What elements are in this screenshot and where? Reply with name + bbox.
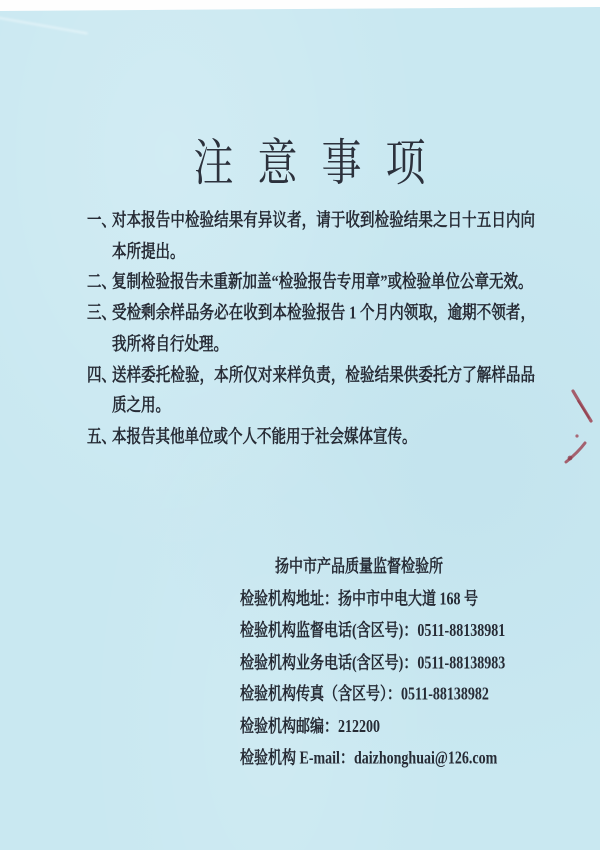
contact-email: 检验机构 E-mail：daizhonghuai@126.com [240, 749, 498, 769]
notice-marker: 四、 [87, 365, 116, 386]
notice-marker: 三、 [87, 303, 116, 324]
contact-fax: 检验机构传真（含区号）：0511-88138982 [240, 685, 489, 705]
notice-list [87, 206, 535, 453]
notice-marker: 五、 [87, 427, 116, 448]
notice-item-2 [87, 268, 535, 299]
institute-name: 扬中市产品质量监督检验所 [275, 558, 443, 577]
notice-text: 受检剩余样品务必在收到本检验报告 1 个月内领取，逾期不领者，我所将自行处理。 [112, 303, 535, 355]
contact-postcode: 检验机构邮编：212200 [240, 717, 380, 737]
notice-text: 对本报告中检验结果有异议者，请于收到检验结果之日十五日内向本所提出。 [112, 211, 535, 262]
notice-text: 复制检验报告未重新加盖“检验报告专用章”或检验单位公章无效。 [112, 272, 533, 293]
notice-item-3 [87, 299, 535, 361]
notice-marker: 二、 [87, 272, 116, 293]
contact-block [240, 552, 560, 775]
notice-text: 送样委托检验，本所仅对来样负责，检验结果供委托方了解样品品质之用。 [112, 365, 535, 417]
page-title: 注 意 事 项 [193, 134, 433, 191]
contact-supervision-phone: 检验机构监督电话(含区号)：0511-88138981 [240, 622, 506, 641]
notice-item-5 [87, 422, 535, 453]
notice-item-4 [87, 360, 535, 422]
contact-business-phone: 检验机构业务电话(含区号)：0511-88138983 [240, 653, 506, 673]
notice-item-1 [87, 206, 535, 268]
notice-text: 本报告其他单位或个人不能用于社会媒体宣传。 [112, 427, 417, 448]
contact-address: 检验机构地址：扬中市中电大道 168 号 [240, 590, 478, 609]
notice-marker: 一、 [87, 211, 116, 231]
